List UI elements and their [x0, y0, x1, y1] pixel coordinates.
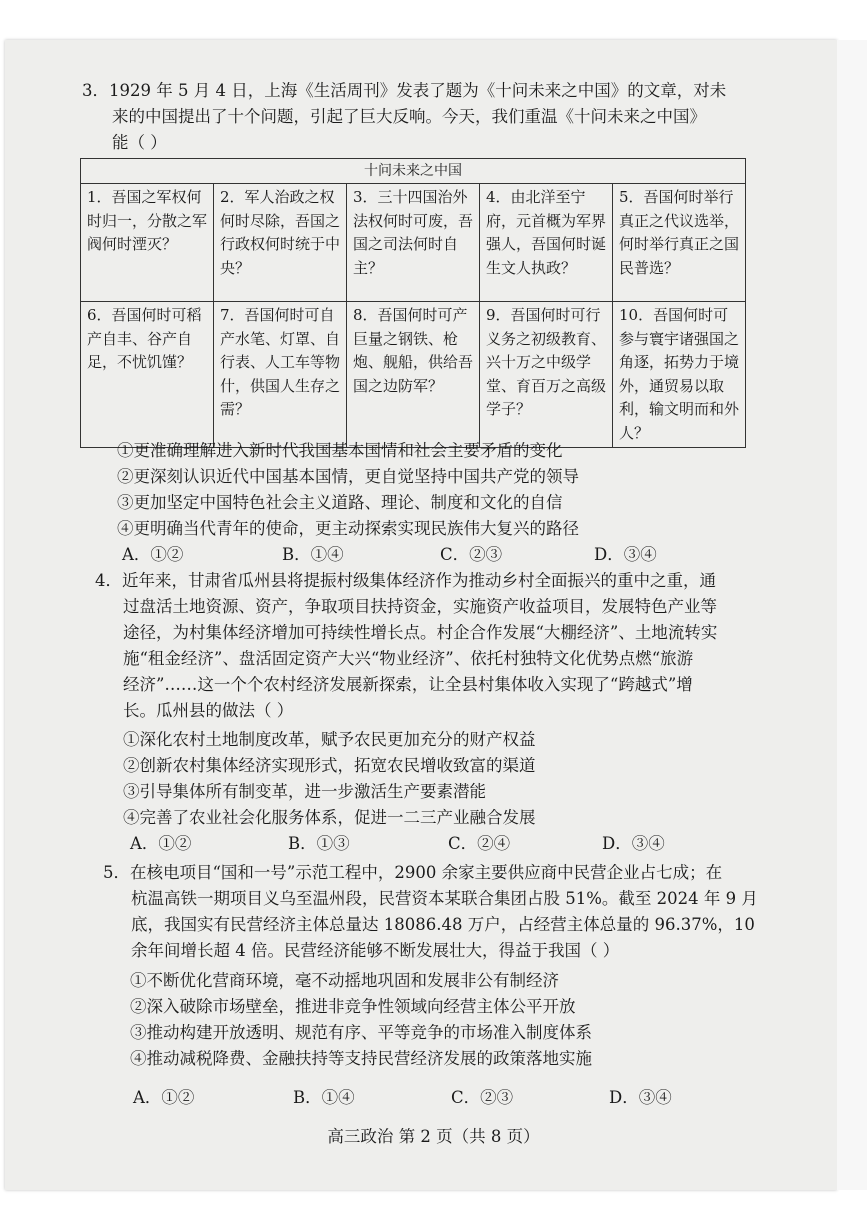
table-cell: 6．吾国何时可稻产自丰、谷产自足，不忧饥馑？	[81, 302, 214, 448]
q3-choice-c: C．②③	[440, 545, 503, 564]
q3-option-1: ①更准确理解进入新时代我国基本国情和社会主要矛盾的变化	[117, 441, 563, 460]
q4-choice-d: D．③④	[602, 834, 665, 853]
ten-questions-table	[80, 158, 746, 448]
q3-options	[117, 438, 757, 542]
q4-choice-c: C．②④	[448, 834, 511, 853]
q5-stem-line-4: 余年间增长超 4 倍。民营经济能够不断发展壮大，得益于我国（ ）	[131, 941, 620, 960]
q4-stem-line-6: 长。瓜州县的做法（ ）	[123, 701, 294, 720]
q5-option-4: ④推动减税降费、金融扶持等支持民营经济发展的政策落地实施	[130, 1049, 592, 1068]
q3-stem-line-2: 来的中国提出了十个问题，引起了巨大反响。今天，我们重温《十问未来之中国》	[112, 107, 706, 126]
q4-options	[123, 727, 763, 831]
q4-stem-line-2: 过盘活土地资源、资产，争取项目扶持资金，实施资产收益项目，发展特色产业等	[123, 597, 717, 616]
q3-choice-a: A．①②	[122, 545, 184, 564]
q4-choice-b: B．①③	[288, 834, 350, 853]
question-5-stem	[103, 860, 783, 964]
table-cell: 1．吾国之军权何时归一，分散之军阀何时湮灭？	[81, 184, 214, 302]
q5-choice-c: C．②③	[451, 1088, 514, 1107]
q5-option-2: ②深入破除市场壁垒，推进非竞争性领域向经营主体公平开放	[130, 997, 576, 1016]
q4-option-4: ④完善了农业社会化服务体系，促进一二三产业融合发展	[123, 808, 536, 827]
table-cell: 8．吾国何时可产巨量之钢铁、枪炮、舰船，供给吾国之边防军？	[347, 302, 480, 448]
q4-stem-line-3: 途径，为村集体经济增加可持续性增长点。村企合作发展“大棚经济”、土地流转实	[123, 623, 718, 642]
q3-stem-line-3: 能（ ）	[112, 133, 167, 152]
q4-option-3: ③引导集体所有制变革，进一步激活生产要素潜能	[123, 782, 486, 801]
q3-option-4: ④更明确当代青年的使命，更主动探索实现民族伟大复兴的路径	[117, 519, 579, 538]
q5-stem-line-2: 杭温高铁一期项目义乌至温州段，民营资本某联合集团占股 51%。截至 2024 年 9 月	[131, 889, 758, 908]
table-cell: 5．吾国何时举行真正之代议选举，何时举行真正之国民普选？	[613, 184, 746, 302]
scan-edge	[837, 40, 867, 1190]
table-cell: 7．吾国何时可自产水笔、灯罩、自行表、人工车等物什，供国人生存之需？	[214, 302, 347, 448]
table-cell: 10．吾国何时可参与寰宇诸强国之角逐，拓势力于境外，通贸易以取利，输文明而和外人？	[613, 302, 746, 448]
q5-options	[130, 968, 790, 1072]
question-4-stem	[95, 568, 775, 724]
q5-choice-b: B．①④	[293, 1088, 355, 1107]
q4-stem-line-5: 经济”……这一个个农村经济发展新探索，让全县村集体收入实现了“跨越式”增	[123, 675, 693, 694]
q4-option-2: ②创新农村集体经济实现形式，拓宽农民增收致富的渠道	[123, 756, 536, 775]
table-cell: 4．由北洋至宁府，元首概为军界强人，吾国何时诞生文人执政？	[480, 184, 613, 302]
table-cell: 2．军人治政之权何时尽除，吾国之行政权何时统于中央？	[214, 184, 347, 302]
table-cell: 3．三十四国治外法权何时可废，吾国之司法何时自主？	[347, 184, 480, 302]
table-cell: 9．吾国何时可行义务之初级教育、兴十万之中级学堂、育百万之高级学子？	[480, 302, 613, 448]
q5-stem-line-1: 5．在核电项目“国和一号”示范工程中，2900 余家主要供应商中民营企业占七成；在	[103, 863, 723, 882]
page-footer: 高三政治 第 2 页（共 8 页）	[327, 1127, 540, 1146]
q3-choice-b: B．①④	[282, 545, 344, 564]
q5-choice-a: A．①②	[133, 1088, 195, 1107]
q3-option-3: ③更加坚定中国特色社会主义道路、理论、制度和文化的自信	[117, 493, 563, 512]
q4-choice-a: A．①②	[130, 834, 192, 853]
q4-stem-line-4: 施“租金经济”、盘活固定资产大兴“物业经济”、依托村独特文化优势点燃“旅游	[123, 649, 694, 668]
q3-stem-line-1: 3．1929 年 5 月 4 日，上海《生活周刊》发表了题为《十问未来之中国》的文章，对未	[82, 81, 727, 100]
q5-choice-d: D．③④	[609, 1088, 672, 1107]
q4-option-1: ①深化农村土地制度改革，赋予农民更加充分的财产权益	[123, 730, 536, 749]
q5-stem-line-3: 底，我国实有民营经济主体总量达 18086.48 万户，占经营主体总量的 96.37%，10	[131, 915, 755, 934]
q5-option-3: ③推动构建开放透明、规范有序、平等竞争的市场准入制度体系	[130, 1023, 592, 1042]
q5-option-1: ①不断优化营商环境，毫不动摇地巩固和发展非公有制经济	[130, 971, 559, 990]
question-3-stem	[82, 78, 762, 156]
q3-choice-d: D．③④	[594, 545, 657, 564]
table-title: 十问未来之中国	[81, 159, 746, 184]
q4-stem-line-1: 4．近年来，甘肃省瓜州县将提振村级集体经济作为推动乡村全面振兴的重中之重，通	[95, 571, 716, 590]
q3-option-2: ②更深刻认识近代中国基本国情，更自觉坚持中国共产党的领导	[117, 467, 579, 486]
